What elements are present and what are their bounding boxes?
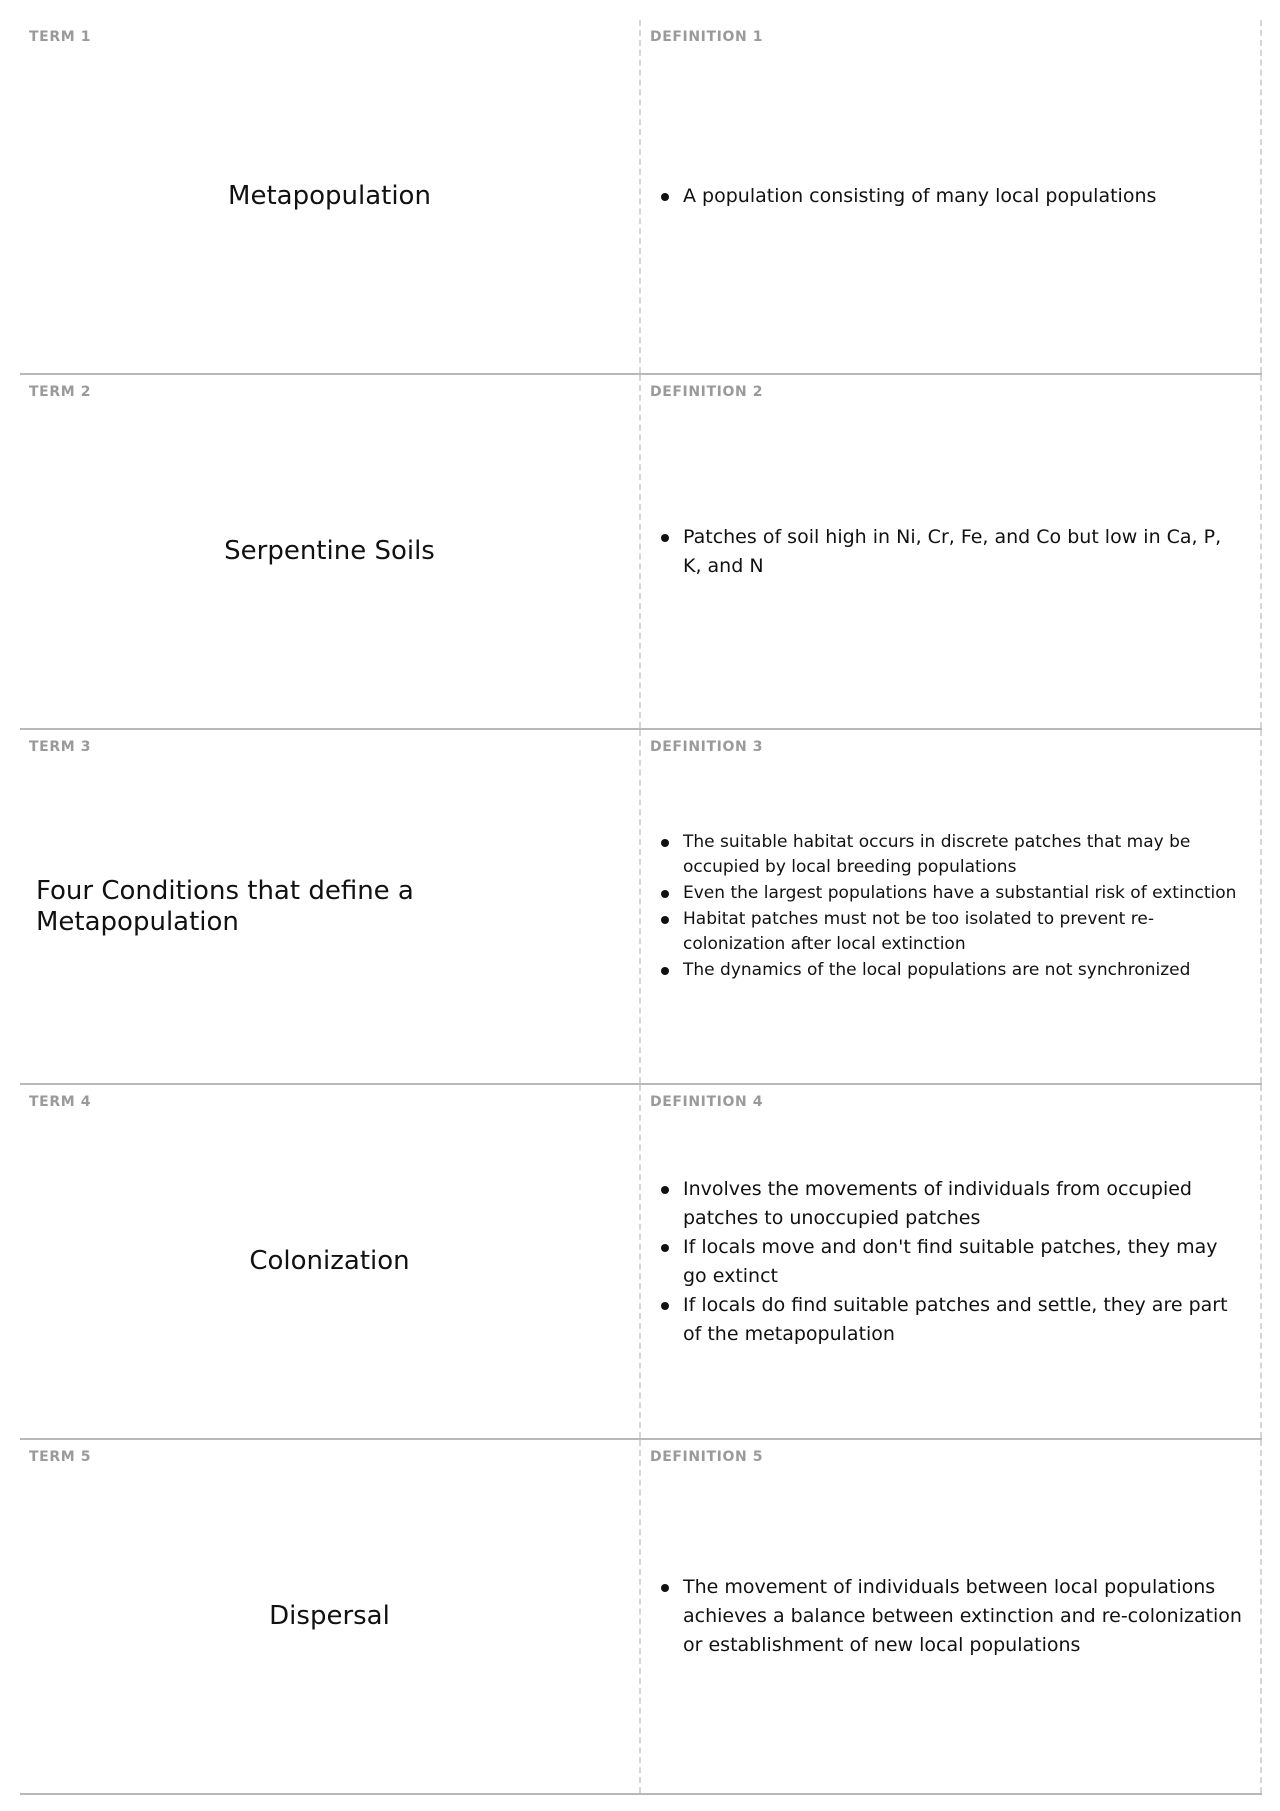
definition-body: [653, 1440, 1248, 1793]
term-label: TERM 2: [29, 384, 92, 400]
term-text: Four Conditions that define a Metapopulation: [36, 875, 414, 937]
definition-list: [653, 1175, 1248, 1349]
definition-bullet: Involves the movements of individuals from occupied patches to unoccupied patches: [683, 1175, 1248, 1233]
definition-list: [653, 830, 1248, 984]
term-label: TERM 3: [29, 739, 92, 755]
definition-label: DEFINITION 1: [650, 29, 764, 45]
term-text: Colonization: [249, 1246, 410, 1276]
definition-cell: [641, 730, 1262, 1083]
definition-body: [653, 375, 1248, 728]
term-text-container: [36, 1085, 623, 1438]
term-cell: [20, 1440, 641, 1793]
term-text-container: [36, 20, 623, 373]
term-text-container: [36, 730, 623, 1083]
flashcard-row: [20, 20, 1262, 375]
definition-list: [653, 1573, 1248, 1660]
definition-label: DEFINITION 2: [650, 384, 764, 400]
term-text-container: [36, 375, 623, 728]
term-cell: [20, 375, 641, 728]
definition-body: [653, 730, 1248, 1083]
definition-label: DEFINITION 5: [650, 1449, 764, 1465]
definition-list: [653, 523, 1248, 581]
definition-bullet: The dynamics of the local populations are not synchronized: [683, 958, 1248, 984]
definition-cell: [641, 1085, 1262, 1438]
definition-bullet: If locals do find suitable patches and settle, they are part of the metapopulation: [683, 1291, 1248, 1349]
term-cell: [20, 730, 641, 1083]
definition-cell: [641, 20, 1262, 373]
flashcard-row: [20, 375, 1262, 730]
definition-label: DEFINITION 4: [650, 1094, 764, 1110]
term-text: Serpentine Soils: [224, 536, 435, 566]
definition-cell: [641, 375, 1262, 728]
definition-bullet: Even the largest populations have a substantial risk of extinction: [683, 881, 1248, 907]
definition-list: [653, 182, 1248, 211]
term-label: TERM 1: [29, 29, 92, 45]
term-cell: [20, 1085, 641, 1438]
flashcard-row: [20, 1085, 1262, 1440]
term-cell: [20, 20, 641, 373]
definition-bullet: The suitable habitat occurs in discrete patches that may be occupied by local breeding populations: [683, 830, 1248, 881]
definition-bullet: A population consisting of many local populations: [683, 182, 1248, 211]
flashcard-row: [20, 730, 1262, 1085]
flashcard-sheet: [20, 20, 1262, 1795]
term-text: Dispersal: [269, 1601, 390, 1631]
definition-bullet: Habitat patches must not be too isolated to prevent re-colonization after local extinction: [683, 907, 1248, 958]
term-text-container: [36, 1440, 623, 1793]
definition-bullet: Patches of soil high in Ni, Cr, Fe, and Co but low in Ca, P, K, and N: [683, 523, 1248, 581]
term-label: TERM 5: [29, 1449, 92, 1465]
definition-cell: [641, 1440, 1262, 1793]
definition-body: [653, 1085, 1248, 1438]
term-label: TERM 4: [29, 1094, 92, 1110]
definition-bullet: The movement of individuals between local populations achieves a balance between extinction and re-colonization or establishment of new local populations: [683, 1573, 1248, 1660]
definition-body: [653, 20, 1248, 373]
definition-label: DEFINITION 3: [650, 739, 764, 755]
term-text: Metapopulation: [228, 181, 431, 211]
definition-bullet: If locals move and don't find suitable patches, they may go extinct: [683, 1233, 1248, 1291]
flashcard-row: [20, 1440, 1262, 1795]
